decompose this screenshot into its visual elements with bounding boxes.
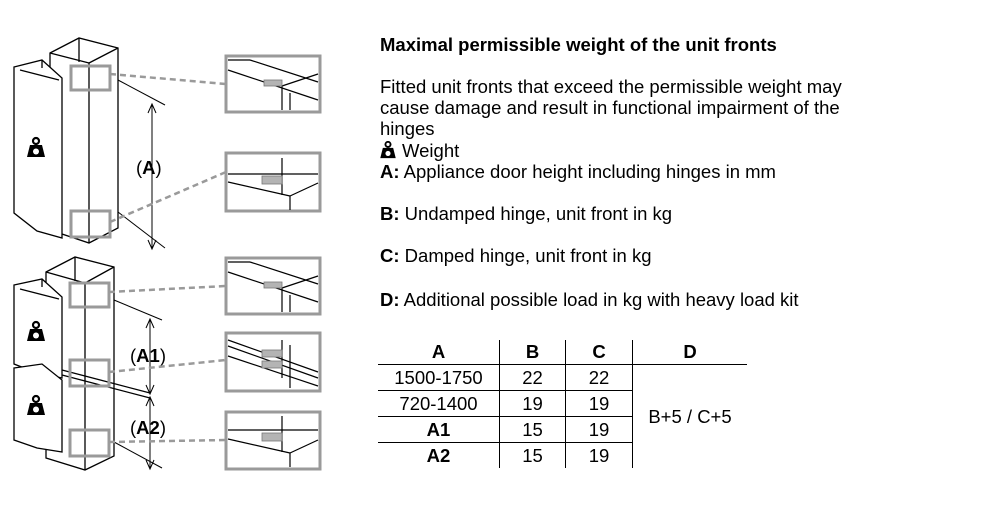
intro-line: Fitted unit fronts that exceed the permissible weight may <box>380 76 842 97</box>
legend-a-label: A: <box>380 161 400 182</box>
header-a: A <box>378 340 500 365</box>
cell-a: A2 <box>378 443 500 469</box>
table-row <box>378 365 747 391</box>
cell-b: 15 <box>500 443 566 469</box>
legend-c-text: Damped hinge, unit front in kg <box>404 245 652 266</box>
legend-a-text: Appliance door height including hinges in mm <box>403 161 776 182</box>
dimension-a-label <box>136 157 162 178</box>
dim-a1-letter: A1 <box>136 345 160 366</box>
cell-b: 15 <box>500 417 566 443</box>
dim-a1-close: ) <box>159 345 166 366</box>
cell-c: 19 <box>566 443 633 469</box>
load-table <box>378 340 747 468</box>
dim-a-letter: A <box>142 157 156 178</box>
table-header-row <box>378 340 747 365</box>
weight-key <box>380 140 459 161</box>
intro-line: cause damage and result in functional impairment of the <box>380 97 840 118</box>
cell-a: A1 <box>378 417 500 443</box>
cell-c: 19 <box>566 391 633 417</box>
cell-b: 22 <box>500 365 566 391</box>
legend-c <box>380 245 652 266</box>
dim-a2-close: ) <box>159 417 166 438</box>
cell-c: 22 <box>566 365 633 391</box>
dim-a1-open: ( <box>130 345 137 366</box>
intro-line: hinges <box>380 118 435 139</box>
weight-key-text: Weight <box>402 140 460 161</box>
cell-a: 1500-1750 <box>378 365 500 391</box>
dimension-a1-label <box>130 345 166 366</box>
header-b: B <box>500 340 566 365</box>
header-c: C <box>566 340 633 365</box>
dim-a2-letter: A2 <box>136 417 160 438</box>
hinge-weight-diagram <box>0 0 370 525</box>
cell-a: 720-1400 <box>378 391 500 417</box>
legend-b-text: Undamped hinge, unit front in kg <box>404 203 673 224</box>
page-title: Maximal permissible weight of the unit fronts <box>380 34 777 55</box>
legend-d-label: D: <box>380 289 400 310</box>
dimension-a2-label <box>130 417 166 438</box>
dim-a2-open: ( <box>130 417 137 438</box>
dimension-a1-a2-lines <box>114 300 162 469</box>
legend-d <box>380 289 799 310</box>
legend-c-label: C: <box>380 245 400 266</box>
cell-d: B+5 / C+5 <box>648 405 732 427</box>
cell-c: 19 <box>566 417 633 443</box>
dim-a-close: ) <box>155 157 162 178</box>
legend-d-text: Additional possible load in kg with heavy load kit <box>403 289 799 310</box>
legend-a <box>380 161 776 182</box>
legend-b <box>380 203 672 224</box>
legend-b-label: B: <box>380 203 400 224</box>
header-d: D <box>633 340 748 365</box>
cell-b: 19 <box>500 391 566 417</box>
weight-icon <box>380 141 396 159</box>
intro-text <box>380 76 900 139</box>
dim-a-open: ( <box>136 157 143 178</box>
